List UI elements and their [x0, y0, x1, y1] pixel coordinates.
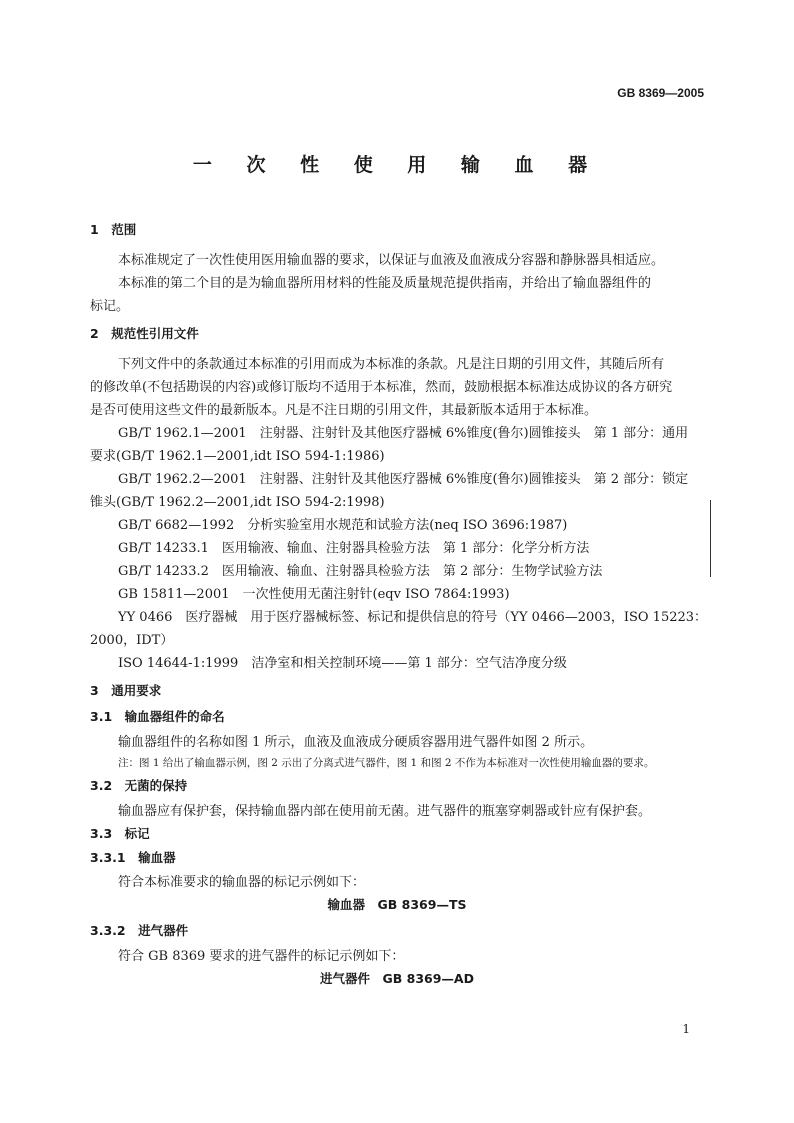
section-3-heading: 3 通用要求	[90, 683, 162, 698]
section-1-paragraph-2: 本标准的第二个目的是为输血器所用材料的性能及质量规范提供指南，并给出了输血器组件的	[118, 276, 652, 291]
section-1-paragraph-2-cont: 标记。	[90, 299, 130, 314]
section-2-intro-line-2: 的修改单(不包括勘误的内容)或修订版均不适用于本标准，然而，鼓励根据本标准达成协议的各方研究	[90, 380, 673, 395]
reference-3: GB/T 6682—1992 分析实验室用水规范和试验方法(neq ISO 3696:1987)	[118, 518, 568, 533]
reference-4: GB/T 14233.1 医用输液、输血、注射器具检验方法 第 1 部分：化学分析方法	[118, 541, 590, 556]
air-inlet-device-marking: 进气器件 GB 8369—AD	[320, 971, 474, 986]
page-number: 1	[682, 1022, 690, 1036]
subsection-3-2-paragraph: 输血器应有保护套，保持输血器内部在使用前无菌。进气器件的瓶塞穿刺器或针应有保护套。	[118, 804, 652, 819]
subsection-3-1-paragraph: 输血器组件的名称如图 1 所示，血液及血液成分硬质容器用进气器件如图 2 所示。	[118, 735, 594, 750]
subsection-3-3-heading: 3.3 标记	[90, 826, 150, 841]
reference-8: ISO 14644-1:1999 洁净室和相关控制环境——第 1 部分：空气洁净度分级	[118, 656, 567, 671]
revision-bar	[710, 500, 711, 577]
subsection-3-3-2-heading: 3.3.2 进气器件	[90, 923, 189, 938]
subsection-3-1-note: 注：图 1 给出了输血器示例，图 2 示出了分离式进气器件，图 1 和图 2 不作为本标准对一次性使用输血器的要求。	[118, 757, 655, 769]
subsection-3-3-1-paragraph: 符合本标准要求的输血器的标记示例如下：	[118, 875, 366, 890]
reference-7: YY 0466 医疗器械 用于医疗器械标签、标记和提供信息的符号（YY 0466—2003，ISO 15223：	[118, 610, 708, 625]
section-2-intro-line-3: 是否可使用这些文件的最新版本。凡是不注日期的引用文件，其最新版本适用于本标准。	[90, 403, 598, 418]
reference-7-cont: 2000，IDT）	[90, 633, 174, 648]
reference-1-cont: 要求(GB/T 1962.1—2001,idt ISO 594-1:1986)	[90, 449, 385, 464]
transfusion-set-marking: 输血器 GB 8369—TS	[327, 897, 467, 912]
section-1-paragraph-1: 本标准规定了一次性使用医用输血器的要求，以保证与血液及血液成分容器和静脉器具相适应。	[118, 253, 665, 268]
subsection-3-2-heading: 3.2 无菌的保持	[90, 778, 188, 793]
section-2-intro-line-1: 下列文件中的条款通过本标准的引用而成为本标准的条款。凡是注日期的引用文件，其随后所有	[118, 357, 665, 372]
reference-1: GB/T 1962.1—2001 注射器、注射针及其他医疗器械 6%锥度(鲁尔)圆锥接头 第 1 部分：通用	[118, 426, 689, 441]
section-1-heading: 1 范围	[90, 222, 137, 237]
reference-2: GB/T 1962.2—2001 注射器、注射针及其他医疗器械 6%锥度(鲁尔)圆锥接头 第 2 部分：锁定	[118, 472, 689, 487]
reference-6: GB 15811—2001 一次性使用无菌注射针(eqv ISO 7864:1993)	[118, 587, 510, 602]
document-title: 一 次 性 使 用 输 血 器	[192, 154, 602, 176]
standard-number: GB 8369—2005	[617, 86, 704, 100]
reference-5: GB/T 14233.2 医用输液、输血、注射器具检验方法 第 2 部分：生物学试验方法	[118, 564, 603, 579]
section-2-heading: 2 规范性引用文件	[90, 326, 199, 341]
subsection-3-3-2-paragraph: 符合 GB 8369 要求的进气器件的标记示例如下：	[118, 949, 405, 964]
subsection-3-3-1-heading: 3.3.1 输血器	[90, 850, 176, 865]
subsection-3-1-heading: 3.1 输血器组件的命名	[90, 709, 225, 724]
reference-2-cont: 锥头(GB/T 1962.2—2001,idt ISO 594-2:1998)	[90, 495, 385, 510]
